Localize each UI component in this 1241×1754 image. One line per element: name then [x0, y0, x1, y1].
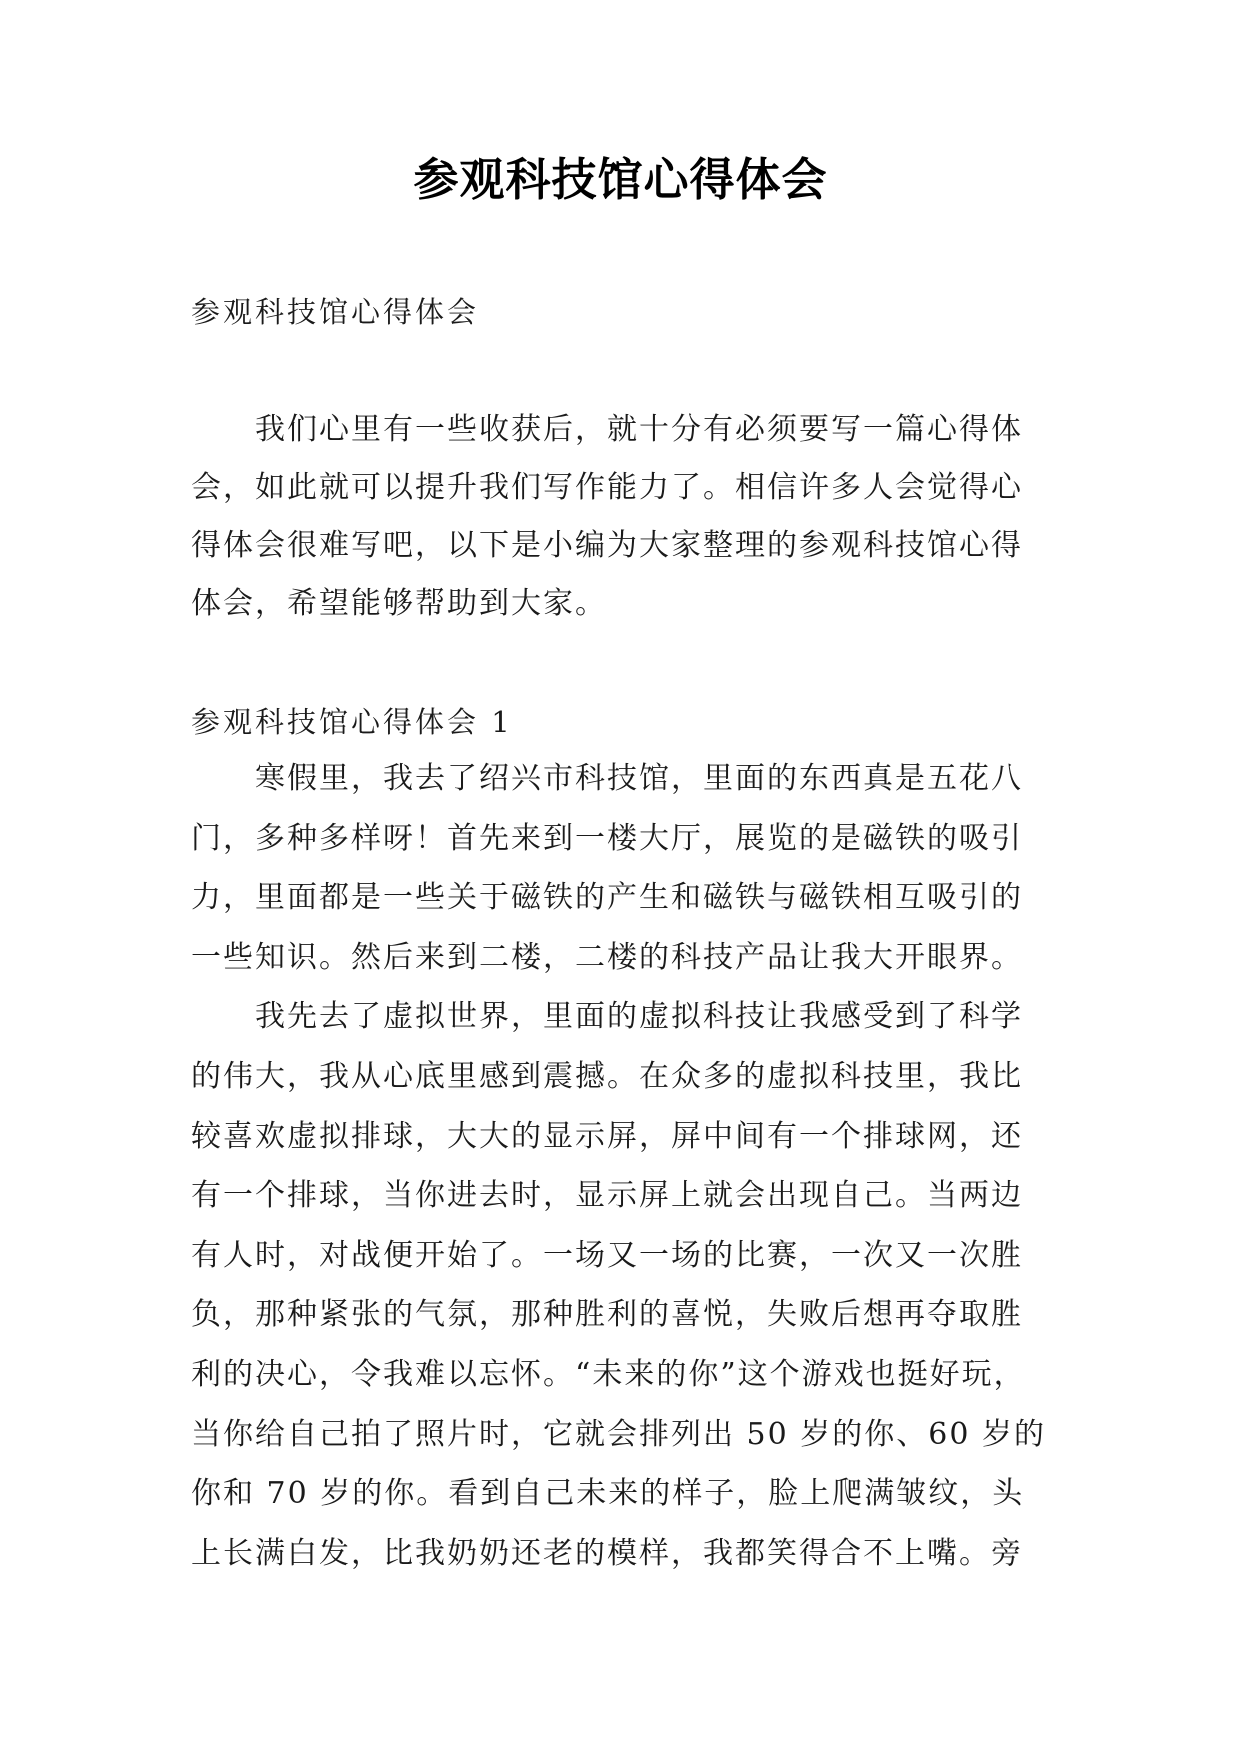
body-line: 你和 70 岁的你。看到自己未来的样子，脸上爬满皱纹，头 [191, 1476, 1025, 1512]
intro-line: 我们心里有一些收获后，就十分有必须要写一篇心得体 [191, 412, 1023, 447]
body-line: 有一个排球，当你进去时，显示屏上就会出现自己。当两边 [191, 1178, 1023, 1214]
intro-line: 会，如此就可以提升我们写作能力了。相信许多人会觉得心 [191, 470, 1023, 505]
body-line: 的伟大，我从心底里感到震撼。在众多的虚拟科技里，我比 [191, 1058, 1023, 1094]
intro-paragraph [191, 401, 1071, 633]
section-heading: 参观科技馆心得体会 1 [191, 705, 513, 739]
body-line: 力，里面都是一些关于磁铁的产生和磁铁与磁铁相互吸引的 [191, 880, 1023, 916]
body-line: 负，那种紧张的气氛，那种胜利的喜悦，失败后想再夺取胜 [191, 1297, 1023, 1333]
section-body [191, 749, 1071, 1583]
document-title: 参观科技馆心得体会 [413, 153, 828, 206]
body-line: 寒假里，我去了绍兴市科技馆，里面的东西真是五花八 [191, 761, 1023, 796]
intro-line: 得体会很难写吧，以下是小编为大家整理的参观科技馆心得 [191, 528, 1023, 563]
body-line: 我先去了虚拟世界，里面的虚拟科技让我感受到了科学 [191, 999, 1023, 1035]
body-line: 一些知识。然后来到二楼，二楼的科技产品让我大开眼界。 [191, 939, 1023, 975]
body-line: 利的决心，令我难以忘怀。“未来的你”这个游戏也挺好玩， [191, 1356, 1026, 1392]
body-line: 门，多种多样呀！首先来到一楼大厅，展览的是磁铁的吸引 [191, 820, 1023, 856]
body-line: 有人时，对战便开始了。一场又一场的比赛，一次又一次胜 [191, 1237, 1023, 1273]
document-subtitle: 参观科技馆心得体会 [191, 295, 480, 329]
intro-line: 体会，希望能够帮助到大家。 [191, 586, 607, 621]
body-line: 上长满白发，比我奶奶还老的模样，我都笑得合不上嘴。旁 [191, 1535, 1023, 1571]
body-line: 当你给自己拍了照片时，它就会排列出 50 岁的你、60 岁的 [191, 1416, 1046, 1452]
body-line: 较喜欢虚拟排球，大大的显示屏，屏中间有一个排球网，还 [191, 1118, 1023, 1154]
